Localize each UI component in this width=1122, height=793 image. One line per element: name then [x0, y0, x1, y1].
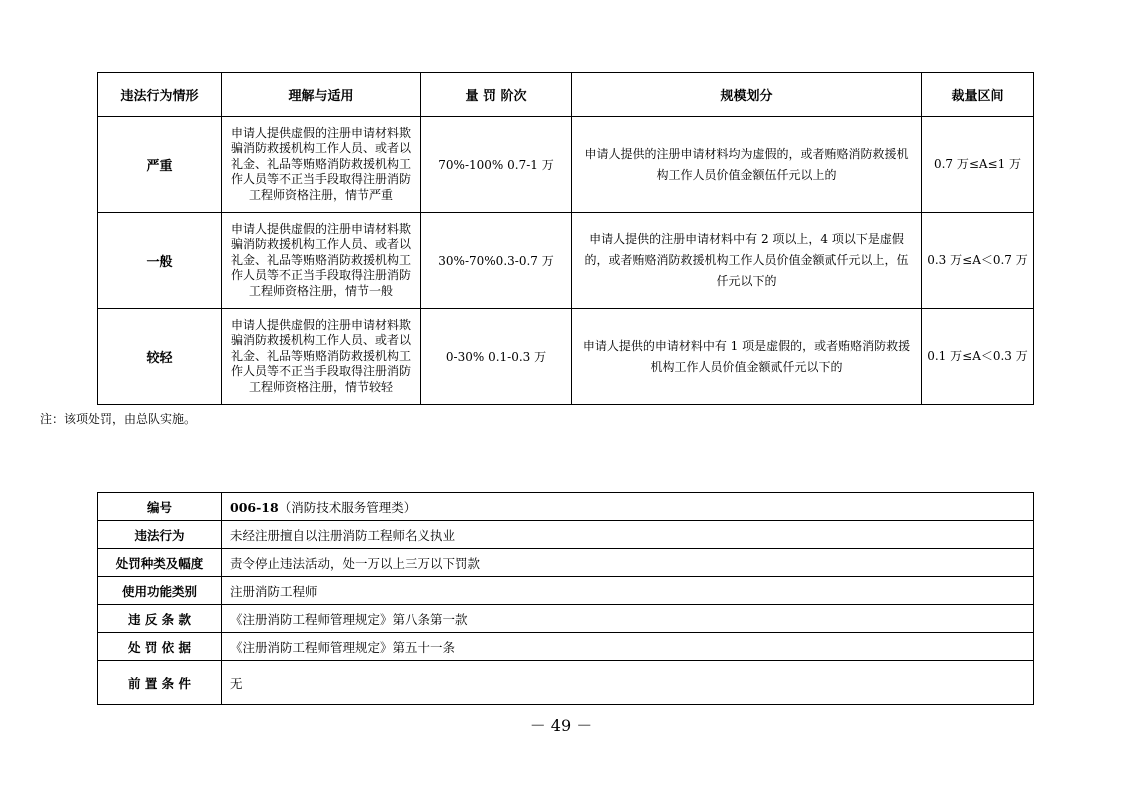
- table-row: [98, 213, 1034, 309]
- page-number: － 49 －: [529, 716, 593, 735]
- severity-level: 一般: [98, 213, 222, 309]
- table-row: [98, 633, 1034, 661]
- table-row: [98, 521, 1034, 549]
- header-scale: 规模划分: [572, 73, 922, 117]
- footnote: 注：该项处罚，由总队实施。: [40, 412, 197, 426]
- header-understanding: 理解与适用: [222, 73, 421, 117]
- item-code: 006-18: [230, 499, 279, 515]
- row-label: 编号: [98, 493, 222, 521]
- range-cell: 0.7 万≤A≤1 万: [922, 117, 1034, 213]
- table-row: [98, 661, 1034, 705]
- row-value: 未经注册擅自以注册消防工程师名义执业: [222, 521, 1034, 549]
- table-header-row: [98, 73, 1034, 117]
- penalty-item-table: [97, 492, 1034, 705]
- range-cell: 0.1 万≤A＜0.3 万: [922, 309, 1034, 405]
- scale-cell: 申请人提供的注册申请材料均为虚假的，或者贿赂消防救援机构工作人员价值金额伍仟元以上的: [572, 117, 922, 213]
- row-value: 注册消防工程师: [222, 577, 1034, 605]
- row-value: 《注册消防工程师管理规定》第五十一条: [222, 633, 1034, 661]
- header-range: 裁量区间: [922, 73, 1034, 117]
- understanding-cell: 申请人提供虚假的注册申请材料欺骗消防救援机构工作人员、或者以礼金、礼品等贿赂消防救援机构工作人员等不正当手段取得注册消防工程师资格注册，情节一般: [222, 213, 421, 309]
- row-value: 无: [222, 661, 1034, 705]
- header-violation-situation: 违法行为情形: [98, 73, 222, 117]
- scale-cell: 申请人提供的申请材料中有 1 项是虚假的，或者贿赂消防救援机构工作人员价值金额贰仟元以下的: [572, 309, 922, 405]
- row-label: 使用功能类别: [98, 577, 222, 605]
- header-penalty-level: 量 罚 阶次: [421, 73, 572, 117]
- penalty-cell: 30%-70%0.3-0.7 万: [421, 213, 572, 309]
- table-row: [98, 577, 1034, 605]
- table-row: [98, 493, 1034, 521]
- table-row: [98, 549, 1034, 577]
- row-label: 违法行为: [98, 521, 222, 549]
- understanding-cell: 申请人提供虚假的注册申请材料欺骗消防救援机构工作人员、或者以礼金、礼品等贿赂消防救援机构工作人员等不正当手段取得注册消防工程师资格注册，情节较轻: [222, 309, 421, 405]
- row-label: 违 反 条 款: [98, 605, 222, 633]
- severity-level: 严重: [98, 117, 222, 213]
- penalty-cell: 70%-100% 0.7-1 万: [421, 117, 572, 213]
- penalty-cell: 0-30% 0.1-0.3 万: [421, 309, 572, 405]
- range-cell: 0.3 万≤A＜0.7 万: [922, 213, 1034, 309]
- item-number: [222, 493, 1034, 521]
- severity-level: 较轻: [98, 309, 222, 405]
- scale-cell: 申请人提供的注册申请材料中有 2 项以上，4 项以下是虚假的，或者贿赂消防救援机构工作人员价值金额贰仟元以上，伍仟元以下的: [572, 213, 922, 309]
- penalty-discretion-table: [97, 72, 1034, 405]
- table-row: [98, 605, 1034, 633]
- table-row: [98, 309, 1034, 405]
- row-label: 前 置 条 件: [98, 661, 222, 705]
- table-row: [98, 117, 1034, 213]
- row-value: 《注册消防工程师管理规定》第八条第一款: [222, 605, 1034, 633]
- item-category: （消防技术服务管理类）: [278, 499, 417, 515]
- understanding-cell: 申请人提供虚假的注册申请材料欺骗消防救援机构工作人员、或者以礼金、礼品等贿赂消防救援机构工作人员等不正当手段取得注册消防工程师资格注册，情节严重: [222, 117, 421, 213]
- row-value: 责令停止违法活动，处一万以上三万以下罚款: [222, 549, 1034, 577]
- row-label: 处罚种类及幅度: [98, 549, 222, 577]
- row-label: 处 罚 依 据: [98, 633, 222, 661]
